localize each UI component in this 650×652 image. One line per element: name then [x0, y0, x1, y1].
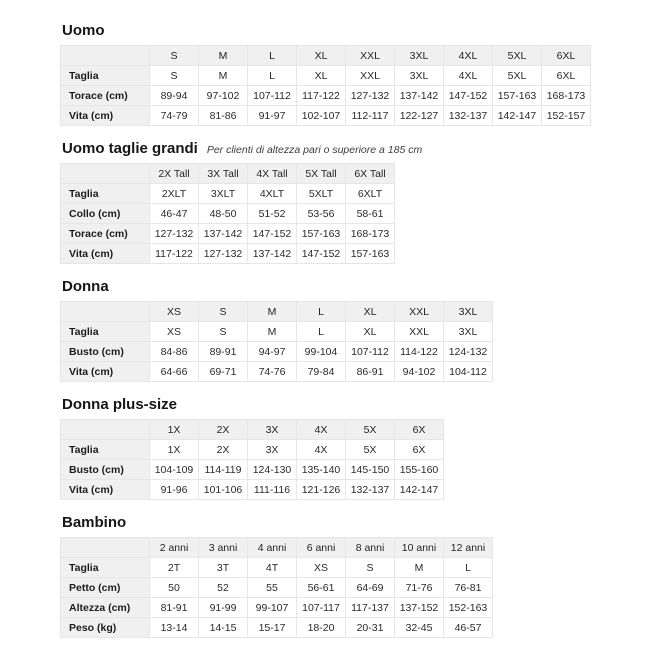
column-header: 2X Tall: [150, 164, 199, 184]
value-cell: 137-142: [395, 86, 444, 106]
section-title-donna: Donna: [62, 278, 109, 295]
value-cell: 157-163: [346, 244, 395, 264]
value-cell: 74-76: [248, 362, 297, 382]
column-header: XXL: [346, 46, 395, 66]
size-table-donna: [60, 301, 493, 382]
section-donna: [60, 278, 605, 382]
value-cell: 32-45: [395, 618, 444, 638]
value-cell: 64-66: [150, 362, 199, 382]
row-label: Busto (cm): [61, 460, 150, 480]
size-table-bambino: [60, 537, 493, 638]
value-cell: 124-130: [248, 460, 297, 480]
value-cell: 18-20: [297, 618, 346, 638]
value-cell: 117-137: [346, 598, 395, 618]
row-label: Vita (cm): [61, 106, 150, 126]
value-cell: 2XLT: [150, 184, 199, 204]
value-cell: XS: [150, 322, 199, 342]
column-header: 2 anni: [150, 538, 199, 558]
value-cell: XS: [297, 558, 346, 578]
table-row: [61, 460, 444, 480]
section-uomo-taglie-grandi: [60, 140, 605, 264]
value-cell: 99-107: [248, 598, 297, 618]
table-row: [61, 480, 444, 500]
value-cell: 137-142: [248, 244, 297, 264]
value-cell: 132-137: [346, 480, 395, 500]
value-cell: 5X: [346, 440, 395, 460]
value-cell: 64-69: [346, 578, 395, 598]
value-cell: S: [346, 558, 395, 578]
value-cell: 104-112: [444, 362, 493, 382]
value-cell: 55: [248, 578, 297, 598]
row-label: Taglia: [61, 66, 150, 86]
value-cell: 3X: [248, 440, 297, 460]
section-uomo: [60, 22, 605, 126]
value-cell: L: [248, 66, 297, 86]
value-cell: 145-150: [346, 460, 395, 480]
row-label: Torace (cm): [61, 224, 150, 244]
value-cell: 91-96: [150, 480, 199, 500]
value-cell: 48-50: [199, 204, 248, 224]
size-table-uomo-taglie-grandi: [60, 163, 395, 264]
value-cell: 53-56: [297, 204, 346, 224]
value-cell: 111-116: [248, 480, 297, 500]
value-cell: 142-147: [395, 480, 444, 500]
row-label: Torace (cm): [61, 86, 150, 106]
column-header: 3XL: [444, 302, 493, 322]
row-label: Taglia: [61, 322, 150, 342]
value-cell: 127-132: [150, 224, 199, 244]
value-cell: M: [248, 322, 297, 342]
value-cell: 14-15: [199, 618, 248, 638]
value-cell: M: [395, 558, 444, 578]
value-cell: M: [199, 66, 248, 86]
column-header: XL: [297, 46, 346, 66]
table-row: [61, 204, 395, 224]
table-row: [61, 578, 493, 598]
value-cell: 135-140: [297, 460, 346, 480]
row-label: Altezza (cm): [61, 598, 150, 618]
value-cell: 81-91: [150, 598, 199, 618]
column-header: 4XL: [444, 46, 493, 66]
value-cell: 97-102: [199, 86, 248, 106]
value-cell: 5XLT: [297, 184, 346, 204]
table-row: [61, 66, 591, 86]
value-cell: 86-91: [346, 362, 395, 382]
row-label: Vita (cm): [61, 480, 150, 500]
value-cell: 99-104: [297, 342, 346, 362]
value-cell: 102-107: [297, 106, 346, 126]
value-cell: 89-91: [199, 342, 248, 362]
value-cell: XL: [346, 322, 395, 342]
section-donna-plus-size: [60, 396, 605, 500]
value-cell: 168-173: [542, 86, 591, 106]
row-label: Taglia: [61, 440, 150, 460]
column-header: XXL: [395, 302, 444, 322]
table-row: [61, 598, 493, 618]
column-header: M: [248, 302, 297, 322]
value-cell: 51-52: [248, 204, 297, 224]
table-row: [61, 322, 493, 342]
value-cell: 117-122: [297, 86, 346, 106]
value-cell: XXL: [346, 66, 395, 86]
row-label: Taglia: [61, 184, 150, 204]
value-cell: 127-132: [199, 244, 248, 264]
value-cell: 147-152: [297, 244, 346, 264]
column-header: 3X Tall: [199, 164, 248, 184]
column-header: S: [199, 302, 248, 322]
value-cell: XXL: [395, 322, 444, 342]
value-cell: 3XLT: [199, 184, 248, 204]
value-cell: 101-106: [199, 480, 248, 500]
section-bambino: [60, 514, 605, 638]
value-cell: 104-109: [150, 460, 199, 480]
table-row: [61, 362, 493, 382]
column-header: M: [199, 46, 248, 66]
value-cell: 74-79: [150, 106, 199, 126]
column-header: 10 anni: [395, 538, 444, 558]
column-header: 3 anni: [199, 538, 248, 558]
corner-cell: [61, 538, 150, 558]
value-cell: 152-157: [542, 106, 591, 126]
column-header: 4X: [297, 420, 346, 440]
value-cell: 2T: [150, 558, 199, 578]
value-cell: 52: [199, 578, 248, 598]
table-row: [61, 440, 444, 460]
column-header: 2X: [199, 420, 248, 440]
value-cell: 142-147: [493, 106, 542, 126]
value-cell: 112-117: [346, 106, 395, 126]
value-cell: 137-152: [395, 598, 444, 618]
column-header: 12 anni: [444, 538, 493, 558]
value-cell: 147-152: [248, 224, 297, 244]
row-label: Busto (cm): [61, 342, 150, 362]
column-header: XS: [150, 302, 199, 322]
column-header: 1X: [150, 420, 199, 440]
column-header: 5X: [346, 420, 395, 440]
column-header: 6X: [395, 420, 444, 440]
row-label: Petto (cm): [61, 578, 150, 598]
table-row: [61, 184, 395, 204]
value-cell: 4XLT: [248, 184, 297, 204]
section-title-uomo-taglie-grandi: Uomo taglie grandi Per clienti di altezza pari o superiore a 185 cm: [62, 140, 423, 157]
value-cell: 168-173: [346, 224, 395, 244]
value-cell: 76-81: [444, 578, 493, 598]
value-cell: 3XL: [395, 66, 444, 86]
value-cell: 81-86: [199, 106, 248, 126]
value-cell: 117-122: [150, 244, 199, 264]
header-row: [61, 46, 591, 66]
column-header: L: [297, 302, 346, 322]
value-cell: 94-102: [395, 362, 444, 382]
column-header: 6 anni: [297, 538, 346, 558]
column-header: 5X Tall: [297, 164, 346, 184]
row-label: Peso (kg): [61, 618, 150, 638]
value-cell: 127-132: [346, 86, 395, 106]
table-row: [61, 86, 591, 106]
column-header: L: [248, 46, 297, 66]
value-cell: 157-163: [297, 224, 346, 244]
value-cell: S: [150, 66, 199, 86]
value-cell: S: [199, 322, 248, 342]
value-cell: 107-112: [248, 86, 297, 106]
value-cell: 124-132: [444, 342, 493, 362]
value-cell: 79-84: [297, 362, 346, 382]
value-cell: 137-142: [199, 224, 248, 244]
value-cell: 122-127: [395, 106, 444, 126]
value-cell: 4T: [248, 558, 297, 578]
value-cell: 107-117: [297, 598, 346, 618]
value-cell: 114-122: [395, 342, 444, 362]
section-title-donna-plus-size: Donna plus-size: [62, 396, 178, 413]
row-label: Collo (cm): [61, 204, 150, 224]
section-subtitle-uomo-taglie-grandi: Per clienti di altezza pari o superiore a 185 cm: [206, 144, 423, 156]
column-header: 6XL: [542, 46, 591, 66]
value-cell: 13-14: [150, 618, 199, 638]
column-header: 8 anni: [346, 538, 395, 558]
value-cell: 15-17: [248, 618, 297, 638]
column-header: 6X Tall: [346, 164, 395, 184]
value-cell: 46-47: [150, 204, 199, 224]
value-cell: 71-76: [395, 578, 444, 598]
value-cell: 69-71: [199, 362, 248, 382]
value-cell: 132-137: [444, 106, 493, 126]
section-title-uomo: Uomo: [62, 22, 105, 39]
corner-cell: [61, 46, 150, 66]
corner-cell: [61, 302, 150, 322]
header-row: [61, 420, 444, 440]
value-cell: 114-119: [199, 460, 248, 480]
table-row: [61, 244, 395, 264]
value-cell: 94-97: [248, 342, 297, 362]
table-row: [61, 224, 395, 244]
value-cell: 84-86: [150, 342, 199, 362]
column-header: XL: [346, 302, 395, 322]
section-title-bambino: Bambino: [62, 514, 127, 531]
header-row: [61, 302, 493, 322]
value-cell: 50: [150, 578, 199, 598]
value-cell: 6XLT: [346, 184, 395, 204]
value-cell: 89-94: [150, 86, 199, 106]
value-cell: 46-57: [444, 618, 493, 638]
value-cell: 3T: [199, 558, 248, 578]
value-cell: 6XL: [542, 66, 591, 86]
value-cell: 56-61: [297, 578, 346, 598]
value-cell: L: [444, 558, 493, 578]
column-header: 4 anni: [248, 538, 297, 558]
table-row: [61, 342, 493, 362]
size-table-donna-plus-size: [60, 419, 444, 500]
size-table-uomo: [60, 45, 591, 126]
value-cell: 152-163: [444, 598, 493, 618]
column-header: 4X Tall: [248, 164, 297, 184]
value-cell: 58-61: [346, 204, 395, 224]
table-row: [61, 558, 493, 578]
corner-cell: [61, 420, 150, 440]
value-cell: 155-160: [395, 460, 444, 480]
column-header: 5XL: [493, 46, 542, 66]
column-header: S: [150, 46, 199, 66]
value-cell: 20-31: [346, 618, 395, 638]
header-row: [61, 164, 395, 184]
column-header: 3X: [248, 420, 297, 440]
value-cell: 107-112: [346, 342, 395, 362]
value-cell: 121-126: [297, 480, 346, 500]
value-cell: 1X: [150, 440, 199, 460]
size-chart-page: [60, 22, 605, 652]
header-row: [61, 538, 493, 558]
row-label: Vita (cm): [61, 362, 150, 382]
column-header: 3XL: [395, 46, 444, 66]
value-cell: L: [297, 322, 346, 342]
value-cell: 91-99: [199, 598, 248, 618]
table-row: [61, 618, 493, 638]
value-cell: 6X: [395, 440, 444, 460]
value-cell: 5XL: [493, 66, 542, 86]
value-cell: 2X: [199, 440, 248, 460]
value-cell: 4X: [297, 440, 346, 460]
row-label: Vita (cm): [61, 244, 150, 264]
corner-cell: [61, 164, 150, 184]
value-cell: 4XL: [444, 66, 493, 86]
table-row: [61, 106, 591, 126]
value-cell: 157-163: [493, 86, 542, 106]
value-cell: 3XL: [444, 322, 493, 342]
value-cell: XL: [297, 66, 346, 86]
value-cell: 91-97: [248, 106, 297, 126]
value-cell: 147-152: [444, 86, 493, 106]
row-label: Taglia: [61, 558, 150, 578]
